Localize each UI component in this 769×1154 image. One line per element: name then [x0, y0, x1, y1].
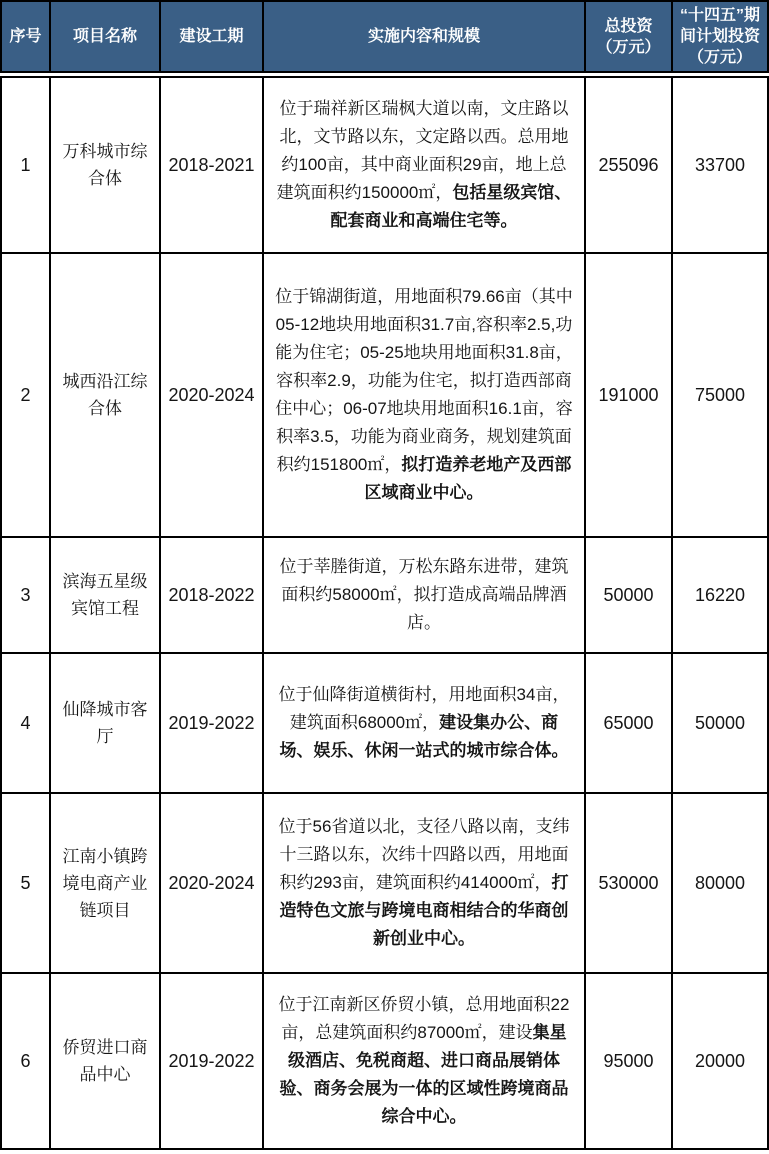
header-cell-content: 实施内容和规模	[264, 2, 584, 71]
header-cell-plan: “十四五”期间计划投资（万元）	[673, 2, 767, 71]
cell-plan-investment: 20000	[673, 974, 767, 1148]
cell-period: 2018-2021	[161, 78, 262, 252]
cell-no: 3	[2, 538, 49, 652]
cell-period: 2019-2022	[161, 974, 262, 1148]
cell-period: 2018-2022	[161, 538, 262, 652]
content-normal-text: 位于56省道以北，支径八路以南，支纬十三路以东，次纬十四路以西，用地面积约293亩，建筑面积约414000㎡，	[278, 817, 570, 892]
cell-project-name: 滨海五星级宾馆工程	[51, 538, 159, 652]
header-cell-total: 总投资（万元）	[586, 2, 671, 71]
cell-project-name: 城西沿江综合体	[51, 254, 159, 536]
content-normal-text: 位于锦湖街道，用地面积79.66亩（其中05-12地块用地面积31.7亩,容积率2.5,功能为住宅；05-25地块用地面积31.8亩，容积率2.9，功能为住宅，拟打造西部商住中心；06-07地块用地面积16.1亩，容积率3.5，功能为商业商务，规划建筑面积约151800㎡，	[275, 287, 573, 474]
cell-project-name: 江南小镇跨境电商产业链项目	[51, 794, 159, 972]
cell-no: 5	[2, 794, 49, 972]
cell-content	[264, 254, 584, 536]
content-normal-text: 位于江南新区侨贸小镇，总用地面积22亩，总建筑面积约87000㎡，建设	[278, 995, 570, 1042]
content-bold-text: 拟打造养老地产及西部区域商业中心。	[364, 455, 572, 502]
cell-content	[264, 538, 584, 652]
cell-period: 2020-2024	[161, 254, 262, 536]
content-bold-text: 包括星级宾馆、配套商业和高端住宅等。	[330, 183, 572, 230]
content-normal-text: 位于仙降街道横街村，用地面积34亩，建筑面积68000㎡，	[278, 685, 570, 732]
content-normal-text: 位于莘塍街道，万松东路东进带，建筑面积约58000㎡，拟打造成高端品牌酒店。	[279, 557, 569, 632]
table-body	[0, 76, 769, 1150]
cell-project-name: 侨贸进口商品中心	[51, 974, 159, 1148]
content-bold-text: 集星级酒店、免税商超、进口商品展销体验、商务会展为一体的区域性跨境商品综合中心。	[279, 1023, 569, 1126]
cell-plan-investment: 80000	[673, 794, 767, 972]
cell-no: 4	[2, 654, 49, 792]
content-bold-text: 打造特色文旅与跨境电商相结合的华商创新创业中心。	[279, 873, 569, 948]
header-cell-no: 序号	[2, 2, 49, 71]
cell-total-investment: 191000	[586, 254, 671, 536]
cell-project-name: 仙降城市客厅	[51, 654, 159, 792]
cell-total-investment: 95000	[586, 974, 671, 1148]
header-cell-name: 项目名称	[51, 2, 159, 71]
content-bold-text: 建设集办公、商场、娱乐、休闲一站式的城市综合体。	[279, 713, 569, 760]
cell-total-investment: 50000	[586, 538, 671, 652]
cell-total-investment: 255096	[586, 78, 671, 252]
cell-content	[264, 794, 584, 972]
table-header-row	[0, 0, 769, 73]
cell-plan-investment: 33700	[673, 78, 767, 252]
cell-content	[264, 654, 584, 792]
header-cell-period: 建设工期	[161, 2, 262, 71]
cell-total-investment: 530000	[586, 794, 671, 972]
content-normal-text: 位于瑞祥新区瑞枫大道以南，文庄路以北，文节路以东，文定路以西。总用地约100亩，其中商业面积29亩，地上总建筑面积约150000㎡，	[276, 99, 569, 202]
cell-plan-investment: 75000	[673, 254, 767, 536]
cell-total-investment: 65000	[586, 654, 671, 792]
cell-no: 1	[2, 78, 49, 252]
cell-period: 2019-2022	[161, 654, 262, 792]
cell-plan-investment: 16220	[673, 538, 767, 652]
cell-content	[264, 78, 584, 252]
cell-no: 2	[2, 254, 49, 536]
cell-period: 2020-2024	[161, 794, 262, 972]
cell-content	[264, 974, 584, 1148]
cell-plan-investment: 50000	[673, 654, 767, 792]
cell-no: 6	[2, 974, 49, 1148]
cell-project-name: 万科城市综合体	[51, 78, 159, 252]
